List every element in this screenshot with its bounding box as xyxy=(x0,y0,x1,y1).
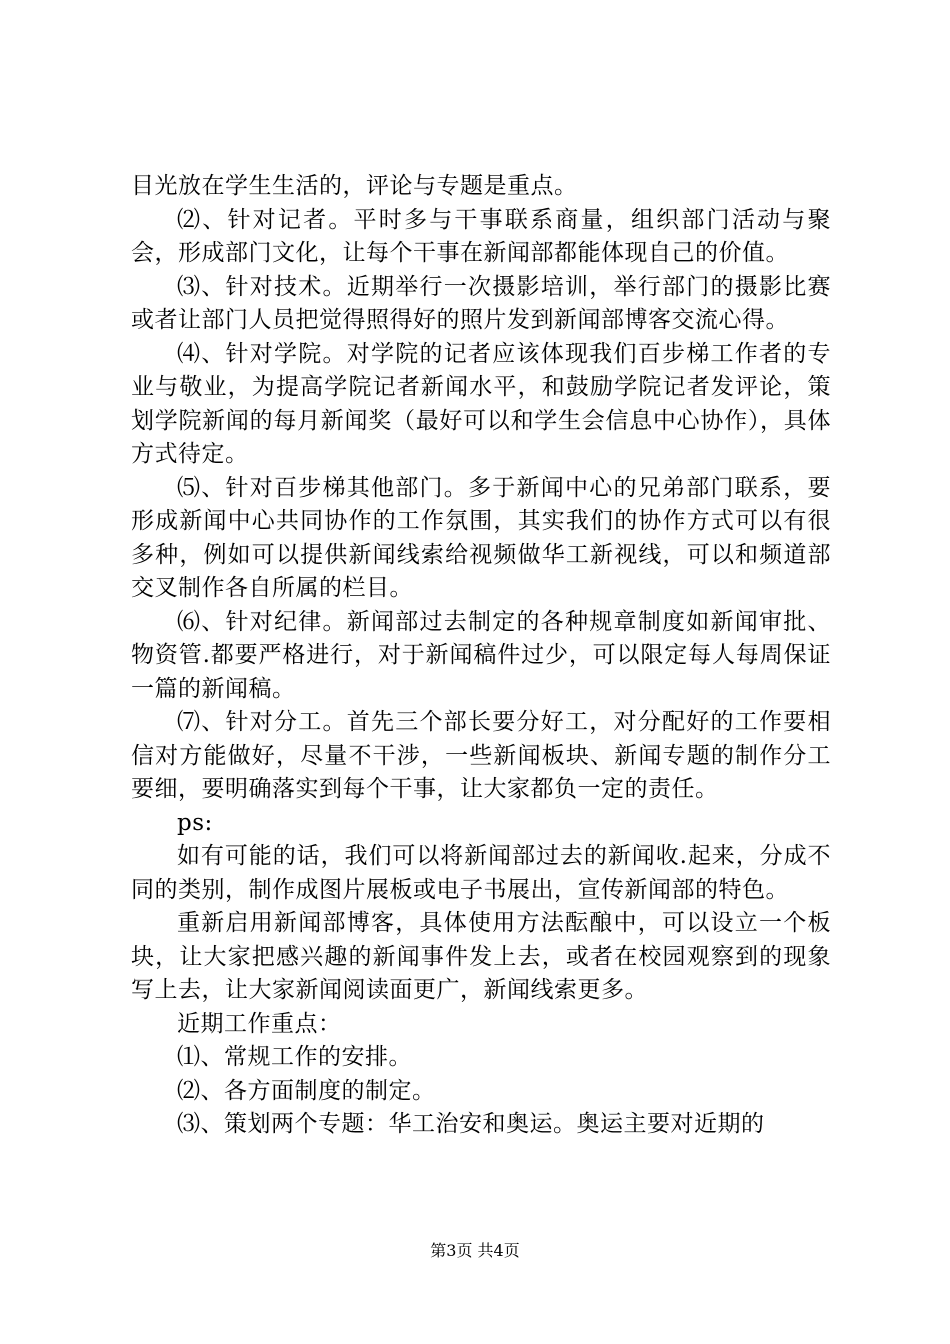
list-item: ⑴、常规工作的安排。 xyxy=(177,1044,412,1070)
paragraph: 目光放在学生生活的，评论与专题是重点。 xyxy=(131,173,578,199)
paragraph: ⑹、针对纪律。新闻部过去制定的各种规章制度如新闻审批、物资管.都要严格进行，对于新闻稿件过少，可以限定每人每周保证一篇的新闻稿。 xyxy=(131,608,831,702)
page-number: 第3页 共4页 xyxy=(430,1241,520,1260)
list-item: ⑵、各方面制度的制定。 xyxy=(177,1077,436,1104)
page-footer xyxy=(0,1238,950,1261)
paragraph: 如有可能的话，我们可以将新闻部过去的新闻收.起来，分成不同的类别，制作成图片展板或电子书展出，宣传新闻部的特色。 xyxy=(131,843,831,903)
paragraph: ⑺、针对分工。首先三个部长要分好工，对分配好的工作要相信对方能做好，尽量不干涉，一些新闻板块、新闻专题的制作分工要细，要明确落实到每个干事，让大家都负一定的责任。 xyxy=(131,709,831,802)
list-item: ⑶、策划两个专题：华工治安和奥运。奥运主要对近期的 xyxy=(177,1111,765,1137)
paragraph: ⑵、针对记者。平时多与干事联系商量，组织部门活动与聚会，形成部门文化，让每个干事在新闻部都能体现自己的价值。 xyxy=(131,206,831,266)
ps-label: ps: xyxy=(177,809,213,836)
document-body xyxy=(131,170,831,1142)
paragraph: ⑸、针对百步梯其他部门。多于新闻中心的兄弟部门联系，要形成新闻中心共同协作的工作氛围，其实我们的协作方式可以有很多种，例如可以提供新闻线索给视频做华工新视线，可以和频道部交叉制作各自所属的栏目。 xyxy=(131,474,831,601)
paragraph: ⑶、针对技术。近期举行一次摄影培训，举行部门的摄影比赛或者让部门人员把觉得照得好的照片发到新闻部博客交流心得。 xyxy=(131,273,831,333)
paragraph: 重新启用新闻部博客，具体使用方法酝酿中，可以设立一个板块，让大家把感兴趣的新闻事件发上去，或者在校园观察到的现象写上去，让大家新闻阅读面更广，新闻线索更多。 xyxy=(131,910,831,1003)
section-heading: 近期工作重点： xyxy=(177,1010,342,1037)
paragraph: ⑷、针对学院。对学院的记者应该体现我们百步梯工作者的专业与敬业，为提高学院记者新闻水平，和鼓励学院记者发评论，策划学院新闻的每月新闻奖（最好可以和学生会信息中心协作），具体方式待定。 xyxy=(131,340,831,467)
